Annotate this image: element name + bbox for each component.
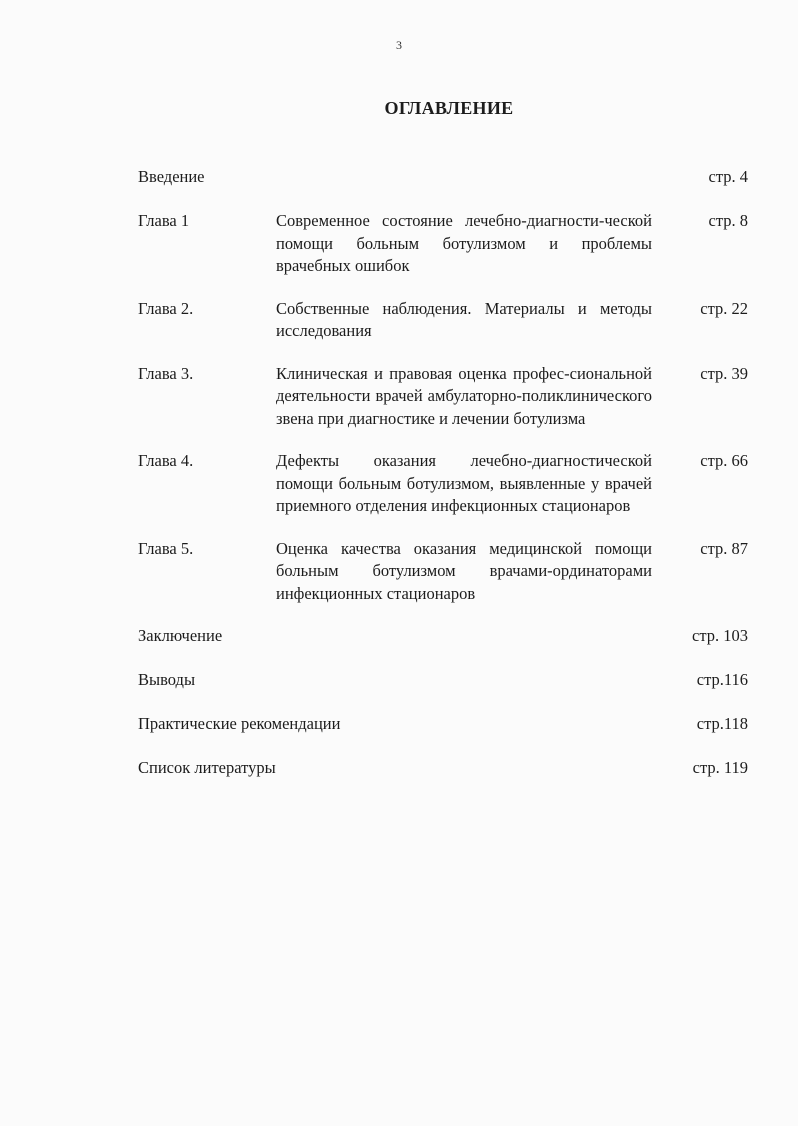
toc-entry-page: стр. 103 — [692, 626, 748, 645]
toc-entry-label: Глава 1 — [138, 211, 190, 230]
toc-entry-page: стр. 87 — [700, 538, 748, 558]
toc-entry-text: Оценка качества оказания медицинской помощи больным ботулизмом врачами-ординаторами инфекционных стационаров — [276, 538, 652, 603]
toc-entry-chapter-5 — [138, 538, 748, 606]
toc-entry-label: Практические рекомендации — [138, 714, 341, 733]
toc-entry-label: Глава 4. — [138, 451, 194, 470]
toc-entry-page: стр. 66 — [700, 451, 748, 470]
toc-entry-page: стр.116 — [696, 670, 748, 689]
toc-entry-label: Список литературы — [138, 758, 276, 777]
toc-entry-page: стр. 8 — [708, 211, 748, 230]
toc-entry-page: стр.118 — [696, 714, 748, 733]
toc-entry-label: Глава 3. — [138, 363, 194, 383]
toc-entry-conclusion — [138, 625, 748, 648]
toc-entry-label: Выводы — [138, 670, 196, 689]
toc-entry-references — [138, 757, 748, 780]
toc-entry-chapter-2 — [138, 298, 748, 343]
toc-entry-page: стр. 39 — [700, 363, 748, 383]
toc-entry-label: Глава 2. — [138, 298, 194, 318]
toc-entry-label: Глава 5. — [138, 538, 194, 558]
toc-entry-introduction — [138, 166, 748, 189]
toc-entry-label: Введение — [138, 167, 205, 186]
toc-entry-chapter-4 — [138, 450, 748, 518]
toc-entry-text: Современное состояние лечебно-диагности-ческой помощи больным ботулизмом и проблемы врачебных ошибок — [276, 211, 652, 275]
toc-entry-chapter-3 — [138, 363, 748, 431]
toc-entry-page: стр. 4 — [708, 167, 748, 186]
toc-entry-text: Собственные наблюдения. Материалы и методы исследования — [276, 298, 652, 340]
toc-entry-chapter-1 — [138, 210, 748, 278]
toc-entry-page: стр. 22 — [700, 298, 748, 318]
toc-entry-text: Клиническая и правовая оценка профес-сиональной деятельности врачей амбулаторно-поликлинического звена при диагностике и лечении ботулизма — [276, 363, 652, 428]
toc-entry-recommendations — [138, 713, 748, 736]
toc-entry-text: Дефекты оказания лечебно-диагностической помощи больным ботулизмом, выявленные у врачей приемного отделения инфекционных стационаров — [276, 451, 652, 515]
page-number: 3 — [396, 38, 402, 52]
toc-entry-page: стр. 119 — [692, 758, 748, 777]
table-of-contents — [138, 166, 748, 780]
toc-title: ОГЛАВЛЕНИЕ — [384, 98, 514, 118]
toc-entry-label: Заключение — [138, 626, 223, 645]
toc-entry-findings — [138, 669, 748, 692]
